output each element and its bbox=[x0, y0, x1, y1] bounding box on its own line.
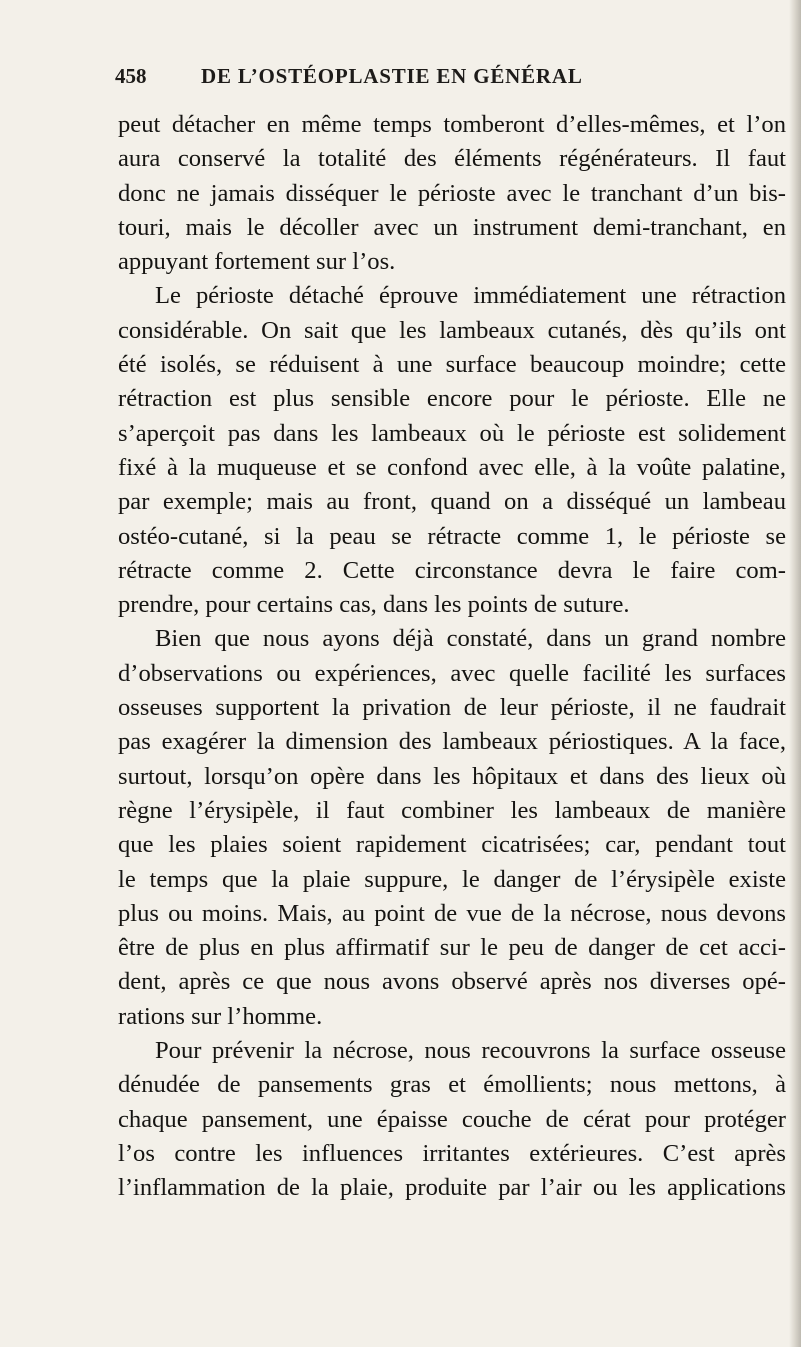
text-line: ostéo-cutané, si la peau se rétracte comme 1, le périoste se bbox=[118, 522, 786, 550]
text-line: fixé à la muqueuse et se confond avec elle, à la voûte palatine, bbox=[118, 453, 786, 481]
paragraph-start-line: Le périoste détaché éprouve immédiatement une rétraction bbox=[155, 282, 786, 310]
text-line: s’aperçoit pas dans les lambeaux où le périoste est solidement bbox=[118, 419, 786, 447]
text-line: aura conservé la totalité des éléments régénérateurs. Il faut bbox=[118, 145, 786, 173]
text-line: dent, après ce que nous avons observé après nos diverses opé- bbox=[118, 968, 786, 996]
text-line: pas exagérer la dimension des lambeaux périostiques. A la face, bbox=[118, 728, 786, 756]
text-line: touri, mais le décoller avec un instrument demi-tranchant, en bbox=[118, 213, 786, 241]
text-line: surtout, lorsqu’on opère dans les hôpitaux et dans des lieux où bbox=[118, 762, 786, 790]
text-line: que les plaies soient rapidement cicatrisées; car, pendant tout bbox=[118, 831, 786, 859]
page-header bbox=[115, 64, 785, 94]
text-line: l’os contre les influences irritantes extérieures. C’est après bbox=[118, 1139, 786, 1167]
text-line: dénudée de pansements gras et émollients; nous mettons, à bbox=[118, 1071, 786, 1099]
text-line: chaque pansement, une épaisse couche de cérat pour protéger bbox=[118, 1105, 786, 1133]
paragraph-start-line: Bien que nous ayons déjà constaté, dans un grand nombre bbox=[155, 625, 786, 653]
text-line: rétraction est plus sensible encore pour le périoste. Elle ne bbox=[118, 385, 786, 413]
text-line: donc ne jamais disséquer le périoste avec le tranchant d’un bis- bbox=[118, 179, 786, 207]
text-line: rétracte comme 2. Cette circonstance devra le faire com- bbox=[118, 556, 786, 584]
text-line: le temps que la plaie suppure, le danger de l’érysipèle existe bbox=[118, 865, 786, 893]
text-line: par exemple; mais au front, quand on a disséqué un lambeau bbox=[118, 488, 786, 516]
text-line: l’inflammation de la plaie, produite par l’air ou les applications bbox=[118, 1174, 786, 1202]
text-line: plus ou moins. Mais, au point de vue de la nécrose, nous devons bbox=[118, 899, 786, 927]
text-line: appuyant fortement sur l’os. bbox=[118, 248, 396, 276]
page-number: 458 bbox=[115, 64, 147, 88]
text-line: prendre, pour certains cas, dans les points de suture. bbox=[118, 591, 630, 619]
running-title: DE L’OSTÉOPLASTIE EN GÉNÉRAL bbox=[201, 64, 583, 88]
body-text bbox=[118, 108, 786, 1206]
text-line: été isolés, se réduisent à une surface beaucoup moindre; cette bbox=[118, 351, 786, 379]
text-line: considérable. On sait que les lambeaux cutanés, dès qu’ils ont bbox=[118, 316, 786, 344]
page-edge-shadow bbox=[789, 0, 801, 1347]
text-line: règne l’érysipèle, il faut combiner les lambeaux de manière bbox=[118, 796, 786, 824]
text-line: être de plus en plus affirmatif sur le peu de danger de cet acci- bbox=[118, 934, 786, 962]
text-line: d’observations ou expériences, avec quelle facilité les surfaces bbox=[118, 659, 786, 687]
paragraph-start-line: Pour prévenir la nécrose, nous recouvrons la surface osseuse bbox=[155, 1037, 786, 1065]
text-line: rations sur l’homme. bbox=[118, 1002, 323, 1030]
text-line: osseuses supportent la privation de leur périoste, il ne faudrait bbox=[118, 694, 786, 722]
text-line: peut détacher en même temps tomberont d’elles-mêmes, et l’on bbox=[118, 111, 786, 138]
